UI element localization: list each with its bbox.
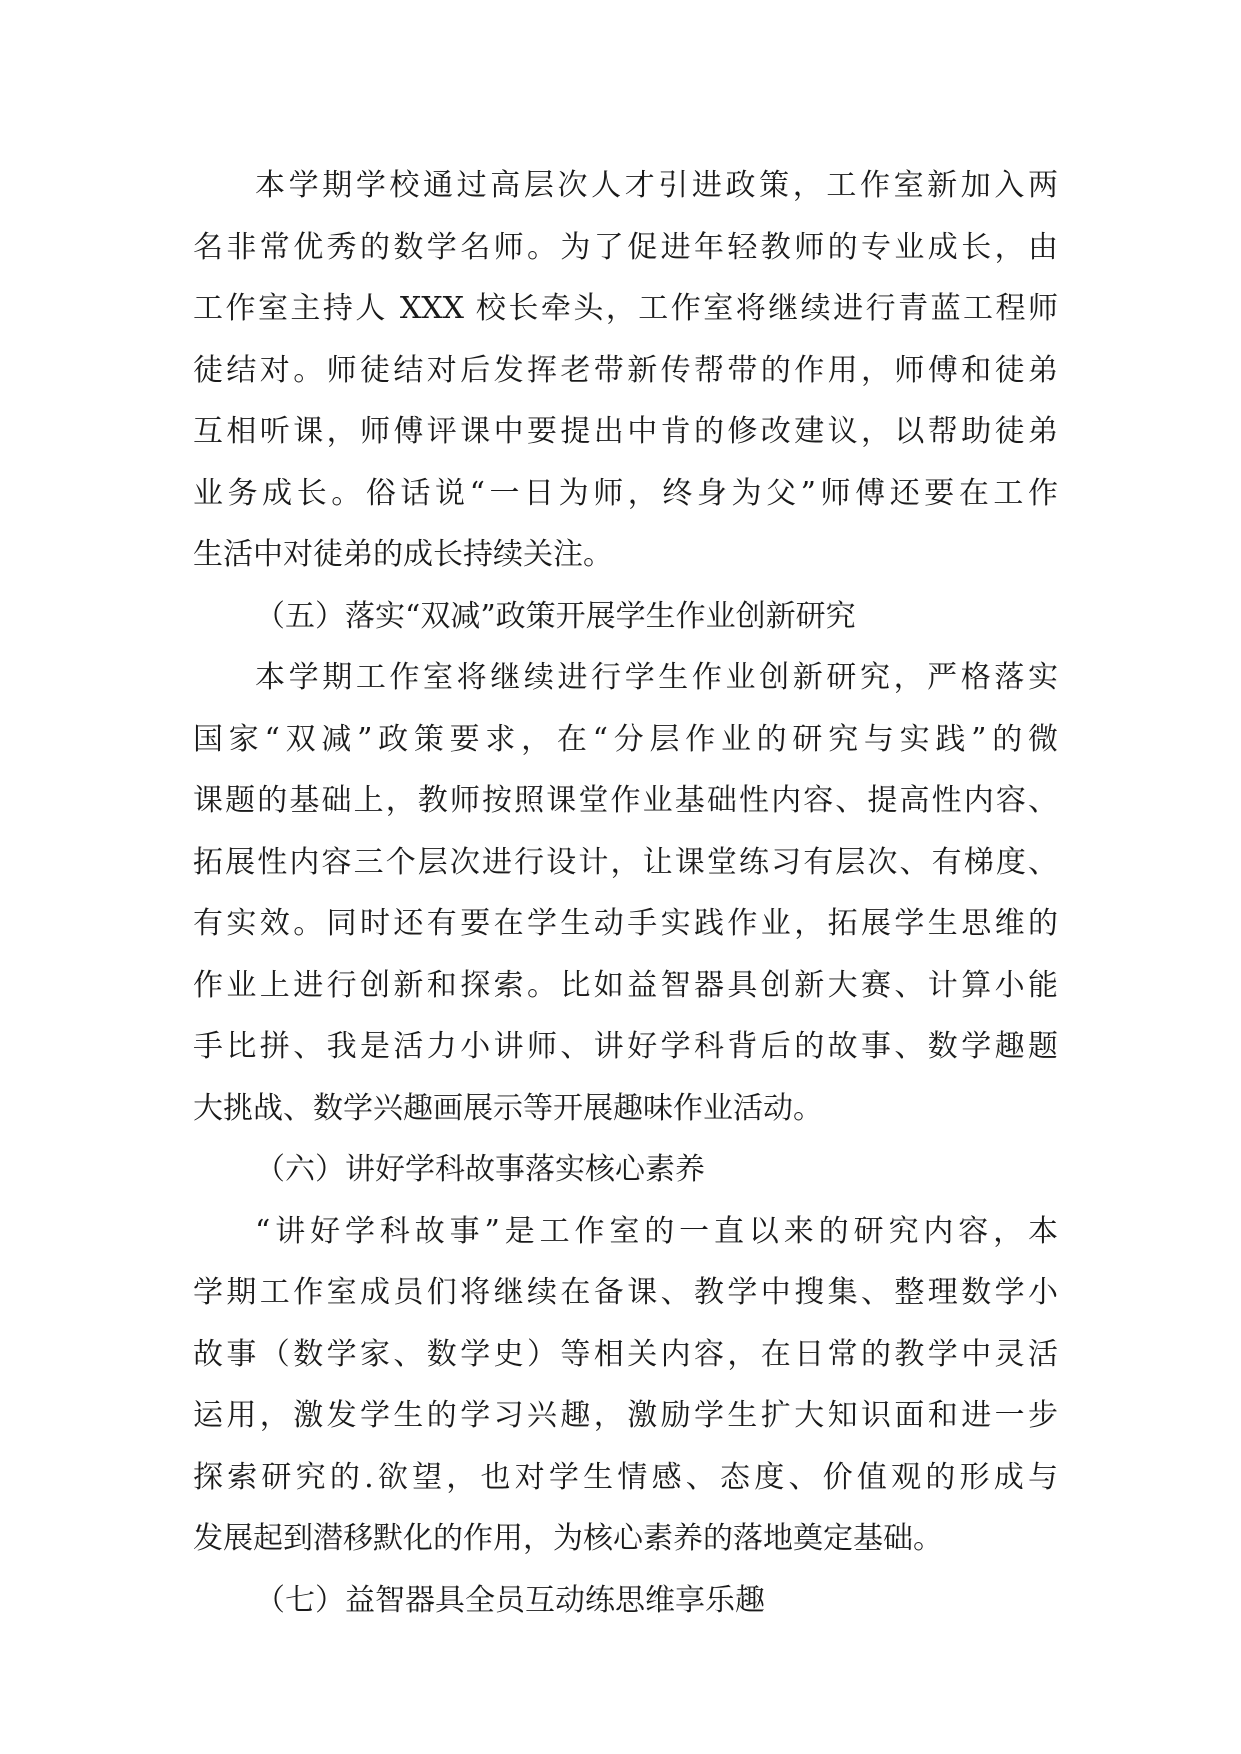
section-heading-5: （五）落实“双减”政策开展学生作业创新研究: [255, 598, 856, 634]
paragraph-line: 发展起到潜移默化的作用，为核心素养的落地奠定基础。: [193, 1521, 943, 1556]
paragraph-line: 工作室主持人 XXX 校长牵头，工作室将继续进行青蓝工程师: [193, 291, 1058, 326]
paragraph-line: 手比拼、我是活力小讲师、讲好学科背后的故事、数学趣题: [193, 1029, 1058, 1064]
paragraph-line: 大挑战、数学兴趣画展示等开展趣味作业活动。: [193, 1090, 823, 1126]
paragraph-line: 名非常优秀的数学名师。为了促进年轻教师的专业成长，由: [193, 229, 1058, 265]
section-heading-6: （六）讲好学科故事落实核心素养: [255, 1152, 705, 1187]
paragraph-line: 业务成长。俗话说“一日为师，终身为父”师傅还要在工作: [193, 475, 1058, 511]
paragraph-line: 国家“双减”政策要求，在“分层作业的研究与实践”的微: [193, 721, 1058, 757]
paragraph-line: 生活中对徒弟的成长持续关注。: [193, 537, 613, 572]
paragraph-line: 徒结对。师徒结对后发挥老带新传帮带的作用，师傅和徒弟: [193, 352, 1058, 388]
paragraph-line: 本学期工作室将继续进行学生作业创新研究，严格落实: [255, 660, 1058, 695]
paragraph-subject-stories: [193, 1201, 1058, 1570]
document-body: [193, 155, 1058, 1631]
paragraph-homework-research: [193, 647, 1058, 1139]
paragraph-line: 探索研究的.欲望，也对学生情感、态度、价值观的形成与: [193, 1459, 1058, 1495]
paragraph-line: 课题的基础上，教师按照课堂作业基础性内容、提高性内容、: [193, 783, 1058, 818]
paragraph-line: 作业上进行创新和探索。比如益智器具创新大赛、计算小能: [193, 967, 1058, 1003]
paragraph-line: “讲好学科故事”是工作室的一直以来的研究内容，本: [255, 1213, 1058, 1249]
paragraph-line: 互相听课，师傅评课中要提出中肯的修改建议，以帮助徒弟: [193, 414, 1058, 449]
paragraph-line: 有实效。同时还有要在学生动手实践作业，拓展学生思维的: [193, 906, 1058, 941]
paragraph-line: 故事（数学家、数学史）等相关内容，在日常的教学中灵活: [193, 1336, 1058, 1372]
paragraph-mentorship: [193, 155, 1058, 586]
paragraph-line: 拓展性内容三个层次进行设计，让课堂练习有层次、有梯度、: [193, 844, 1058, 880]
paragraph-line: 本学期学校通过高层次人才引进政策，工作室新加入两: [255, 168, 1058, 203]
section-heading-7: （七）益智器具全员互动练思维享乐趣: [255, 1582, 765, 1618]
paragraph-line: 运用，激发学生的学习兴趣，激励学生扩大知识面和进一步: [193, 1398, 1058, 1433]
paragraph-line: 学期工作室成员们将继续在备课、教学中搜集、整理数学小: [193, 1275, 1058, 1310]
